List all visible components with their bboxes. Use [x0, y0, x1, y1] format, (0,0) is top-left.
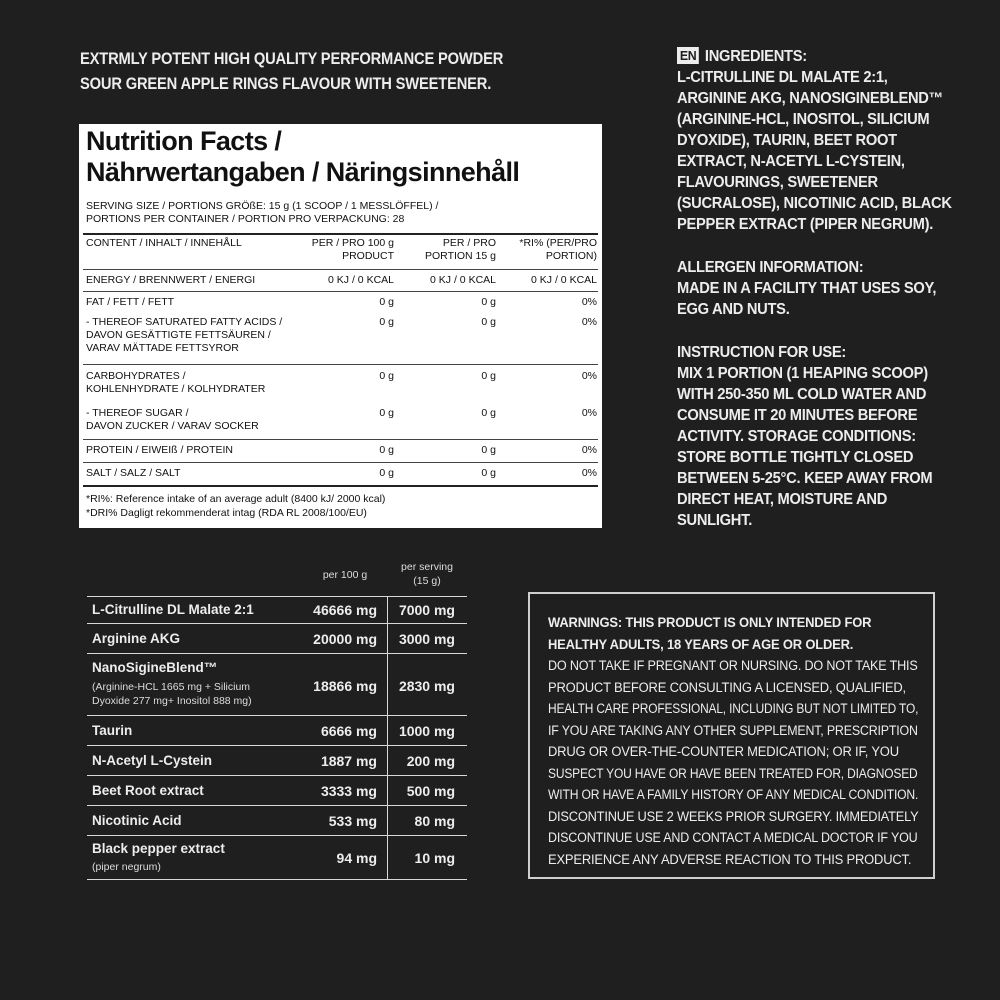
table-row [87, 775, 467, 805]
serving-size: SERVING SIZE / PORTIONS GRÖßE: 15 g (1 SCOOP / 1 MESSLÖFFEL) / [86, 200, 439, 212]
row-carbs-per15: 0 g [481, 370, 496, 382]
row-carbs-ri: 0% [581, 370, 597, 382]
instruction-line: CONSUME IT 20 MINUTES BEFORE [677, 407, 918, 424]
instruction-line: MIX 1 PORTION (1 HEAPING SCOOP) [677, 365, 928, 382]
row-energy-ri: 0 KJ / 0 KCAL [531, 274, 597, 286]
row-sugar-ri: 0% [581, 407, 597, 419]
ingredient-name: Taurin [92, 723, 133, 738]
ingredients-amount-table [87, 560, 467, 880]
warning-line: HEALTH CARE PROFESSIONAL, INCLUDING BUT NOT LIMITED TO, [548, 701, 919, 716]
activity-text: ACTIVITY. [677, 428, 744, 445]
instruction-title: INSTRUCTION FOR USE: [677, 344, 847, 361]
row-protein-label: PROTEIN / EIWEIß / PROTEIN [86, 444, 234, 456]
amount-per-serving: 500 mg [406, 783, 455, 799]
warning-line: DISCONTINUE USE AND CONTACT A MEDICAL DOCTOR IF YOU [548, 830, 918, 845]
nutrition-title [86, 126, 519, 188]
warning-line: PRODUCT BEFORE CONSULTING A LICENSED, QUALIFIED, [548, 679, 906, 695]
row-saturated-label-line3: VARAV MÄTTADE FETTSYROR [86, 342, 239, 354]
warning-line: DO NOT TAKE IF PREGNANT OR NURSING. DO NOT TAKE THIS [548, 658, 918, 673]
row-fat-per100: 0 g [379, 296, 394, 308]
row-saturated-label [86, 316, 282, 355]
ingredient-name: Black pepper extract [92, 841, 225, 856]
amount-per100: 94 mg [336, 850, 377, 866]
divider [83, 233, 598, 235]
header-ri [519, 237, 597, 263]
divider [83, 364, 598, 365]
instruction-line: WITH 250-350 ML COLD WATER AND [677, 386, 927, 403]
warning-heading-line: WARNINGS: THIS PRODUCT IS ONLY INTENDED FOR [548, 615, 872, 630]
row-salt-ri: 0% [581, 467, 597, 479]
row-energy-per15: 0 KJ / 0 KCAL [430, 274, 496, 286]
col-header-per100: per 100 g [322, 569, 368, 581]
amount-per-serving: 7000 mg [398, 602, 455, 618]
row-carbs-per100: 0 g [379, 370, 394, 382]
allergen-title: ALLERGEN INFORMATION: [677, 259, 864, 276]
row-saturated-per15: 0 g [481, 316, 496, 328]
row-carbs-label-line2: KOHLENHYDRATE / KOLHYDRATER [86, 383, 266, 395]
divider [83, 485, 598, 487]
amount-per-serving: 3000 mg [398, 631, 455, 647]
amount-per100: 46666 mg [313, 602, 377, 618]
col-header-per-serving-line1: per serving [401, 561, 453, 573]
row-sugar-label-line1: - THEREOF SUGAR / [86, 407, 189, 419]
row-salt-per100: 0 g [379, 467, 394, 479]
warnings-box [528, 592, 935, 879]
storage-title: STORAGE CONDITIONS: [747, 428, 916, 445]
row-salt-label: SALT / SALZ / SALT [86, 467, 181, 479]
ingredient-detail-line1: (Arginine-HCL 1665 mg + Silicium [92, 681, 251, 693]
storage-line: BETWEEN 5-25°C. KEEP AWAY FROM [677, 470, 933, 487]
product-header [80, 46, 600, 96]
ingredients-line: DYOXIDE), TAURIN, BEET ROOT [677, 132, 897, 149]
ingredient-detail [92, 680, 252, 708]
warning-heading-line: HEALTHY ADULTS, 18 YEARS OF AGE OR OLDER. [548, 636, 854, 652]
header-line-1: EXTRMLY POTENT HIGH QUALITY PERFORMANCE POWDER [80, 49, 504, 68]
ingredient-name: L-Citrulline DL Malate 2:1 [92, 602, 254, 617]
ingredients-line: ARGININE AKG, NANOSIGINEBLEND™ [677, 90, 944, 107]
row-fat-label: FAT / FETT / FETT [86, 296, 175, 308]
table-row [87, 805, 467, 835]
ingredients-line: PEPPER EXTRACT (PIPER NEGRUM). [677, 216, 933, 233]
amount-per-serving: 10 mg [414, 850, 455, 866]
header-ri-line2: PORTION) [545, 250, 597, 262]
warning-line: WITH OR HAVE A FAMILY HISTORY OF ANY MEDICAL CONDITION. [548, 787, 919, 802]
row-carbs-label [86, 370, 265, 396]
amount-per-serving: 1000 mg [398, 723, 455, 739]
nutrition-footnotes [86, 492, 385, 520]
row-fat-ri: 0% [581, 296, 597, 308]
col-header-per-serving-line2: (15 g) [413, 575, 441, 587]
ingredients-line: (ARGININE-HCL, INOSITOL, SILICIUM [677, 111, 930, 128]
footnote-ri: *RI%: Reference intake of an average adult (8400 kJ/ 2000 kcal) [86, 493, 386, 505]
table-row [87, 745, 467, 775]
col-header-per-serving [389, 560, 465, 588]
divider [83, 462, 598, 463]
ingredient-name: Nicotinic Acid [92, 813, 182, 828]
nutrition-facts-panel [79, 124, 602, 528]
row-saturated-ri: 0% [581, 316, 597, 328]
divider [83, 439, 598, 440]
header-per15 [425, 237, 496, 263]
serving-info [86, 200, 438, 226]
storage-line: DIRECT HEAT, MOISTURE AND [677, 491, 888, 508]
ingredients-title: INGREDIENTS: [704, 48, 807, 65]
allergen-line: EGG AND NUTS. [677, 301, 790, 318]
ingredient-name: N-Acetyl L-Cystein [92, 753, 213, 768]
ingredient-name: NanoSigineBlend™ [92, 660, 218, 675]
row-protein-per15: 0 g [481, 444, 496, 456]
instruction-storage-line [677, 426, 916, 447]
ingredients-heading [677, 46, 807, 67]
amount-per100: 533 mg [328, 813, 377, 829]
row-protein-per100: 0 g [379, 444, 394, 456]
row-saturated-per100: 0 g [379, 316, 394, 328]
nutrition-title-line-1: Nutrition Facts / [86, 126, 282, 156]
ingredients-line: L-CITRULLINE DL MALATE 2:1, [677, 69, 888, 86]
ingredient-detail-line2: Dyoxide 277 mg+ Inositol 888 mg) [92, 695, 252, 707]
row-salt-per15: 0 g [481, 467, 496, 479]
divider [83, 269, 598, 270]
header-content: CONTENT / INHALT / INNEHÅLL [86, 237, 242, 249]
header-per100-line1: PER / PRO 100 g [311, 237, 394, 249]
table-row [87, 623, 467, 653]
row-sugar-label [86, 407, 259, 433]
amount-per-serving: 200 mg [406, 753, 455, 769]
warning-line: EXPERIENCE ANY ADVERSE REACTION TO THIS PRODUCT. [548, 851, 912, 867]
ingredient-detail: (piper negrum) [92, 861, 161, 873]
row-saturated-label-line1: - THEREOF SATURATED FATTY ACIDS / [86, 316, 283, 328]
amount-per100: 3333 mg [320, 783, 377, 799]
row-saturated-label-line2: DAVON GESÄTTIGTE FETTSÄUREN / [86, 329, 271, 341]
header-per100 [312, 237, 394, 263]
storage-line: STORE BOTTLE TIGHTLY CLOSED [677, 449, 914, 466]
row-protein-ri: 0% [581, 444, 597, 456]
allergen-line: MADE IN A FACILITY THAT USES SOY, [677, 280, 937, 297]
header-per15-line1: PER / PRO [442, 237, 496, 249]
header-per100-line2: PRODUCT [342, 250, 394, 262]
amount-per-serving: 2830 mg [398, 678, 455, 694]
amount-per100: 18866 mg [313, 678, 377, 694]
amount-per-serving: 80 mg [414, 813, 455, 829]
row-sugar-per100: 0 g [379, 407, 394, 419]
header-ri-line1: *RI% (PER/PRO [519, 237, 597, 249]
warning-line: SUSPECT YOU HAVE OR HAVE BEEN TREATED FOR, DIAGNOSED [548, 765, 918, 781]
ingredients-line: FLAVOURINGS, SWEETENER [677, 174, 878, 191]
footnote-dri: *DRI% Dagligt rekommenderat intag (RDA RL 2008/100/EU) [86, 507, 367, 519]
amount-per100: 1887 mg [320, 753, 377, 769]
language-badge: EN [677, 47, 699, 64]
divider [83, 291, 598, 292]
portions-per-container: PORTIONS PER CONTAINER / PORTION PRO VERPACKUNG: 28 [86, 213, 405, 225]
storage-line: SUNLIGHT. [677, 512, 752, 529]
row-sugar-label-line2: DAVON ZUCKER / VARAV SOCKER [86, 420, 259, 432]
warning-line: IF YOU ARE TAKING ANY OTHER SUPPLEMENT, PRESCRIPTION [548, 722, 918, 738]
header-line-2: SOUR GREEN APPLE RINGS FLAVOUR WITH SWEETENER. [80, 74, 492, 93]
nutrition-title-line-2: Nährwertangaben / Näringsinnehåll [86, 157, 520, 187]
english-info-column [677, 46, 967, 531]
ingredient-name: Arginine AKG [92, 631, 181, 646]
table-row [87, 596, 467, 623]
table-row [87, 835, 467, 880]
row-energy-label: ENERGY / BRENNWERT / ENERGI [86, 274, 256, 286]
ingredient-name: Beet Root extract [92, 783, 204, 798]
warning-line: DISCONTINUE USE 2 WEEKS PRIOR SURGERY. IMMEDIATELY [548, 808, 919, 824]
row-fat-per15: 0 g [481, 296, 496, 308]
table-row [87, 653, 467, 715]
row-energy-per100: 0 KJ / 0 KCAL [328, 274, 394, 286]
table-row [87, 715, 467, 745]
row-sugar-per15: 0 g [481, 407, 496, 419]
header-per15-line2: PORTION 15 g [425, 250, 496, 262]
warning-line: DRUG OR OVER-THE-COUNTER MEDICATION; OR IF, YOU [548, 744, 899, 759]
ingredients-line: EXTRACT, N-ACETYL L-CYSTEIN, [677, 153, 905, 170]
ingredients-line: (SUCRALOSE), NICOTINIC ACID, BLACK [677, 195, 952, 212]
amount-per100: 6666 mg [320, 723, 377, 739]
amount-per100: 20000 mg [313, 631, 377, 647]
row-carbs-label-line1: CARBOHYDRATES / [86, 370, 186, 382]
